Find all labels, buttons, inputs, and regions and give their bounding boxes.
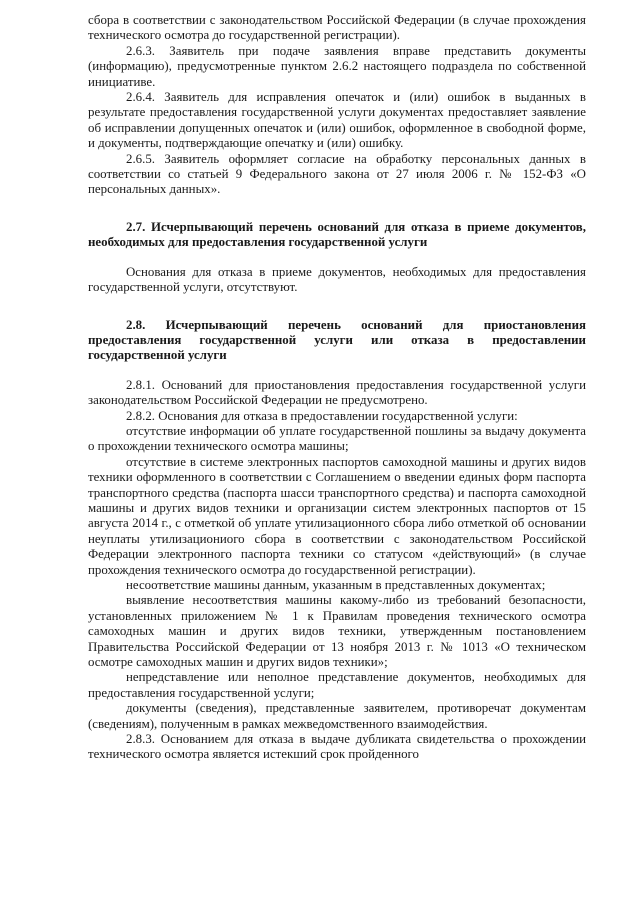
section-heading-2-7: 2.7. Исчерпывающий перечень оснований для отказа в приеме документов, необходимых для предоставления государственной услуги (88, 219, 586, 250)
list-item-mismatch: несоответствие машины данным, указанным в представленных документах; (126, 578, 546, 592)
paragraph-2-8-1: 2.8.1. Оснований для приостановления предоставления государственной услуги законодательством Российской Федерации не предусмотрено. (88, 377, 586, 408)
list-item-safety: выявление несоответствия машины какому-либо из требований безопасности, установленных приложением № 1 к Правилам проведения технического осмотра самоходных машин и других видов техники, утвержденным постановлением Правительства Российской Федерации от 13 ноября 2013 г. № 1013 «О техническом осмотре самоходных машин и других видов техники»; (88, 593, 586, 670)
paragraph-2-6-3: 2.6.3. Заявитель при подаче заявления вправе представить документы (информацию), предусмотренные пунктом 2.6.2 настоящего подраздела по собственной инициативе. (88, 43, 586, 89)
spacer (88, 251, 586, 265)
list-item-missing-docs: непредставление или неполное представление документов, необходимых для предоставления государственной услуги; (88, 670, 586, 700)
list-item-no-fee: отсутствие информации об уплате государственной пошлины за выдачу документа о прохождении технического осмотра машины; (88, 423, 586, 454)
document-body (88, 13, 586, 763)
paragraph-2-8-3: 2.8.3. Основанием для отказа в выдаче дубликата свидетельства о прохождении технического осмотра является истекший срок пройденного (88, 732, 586, 762)
section-heading-2-8: 2.8. Исчерпывающий перечень оснований для приостановления предоставления государственной услуги или отказа в предоставлении государственной услуги (88, 317, 586, 363)
paragraph-2-6-4: 2.6.4. Заявитель для исправления опечаток и (или) ошибок в выданных в результате предоставления государственной услуги документах предоставляет заявление об исправлении допущенных опечаток и (или) ошибок, оформленное в свободной форме, и документы, подтверждающие опечатку и (или) ошибку. (88, 90, 586, 151)
spacer (88, 198, 586, 220)
paragraph-continuation: сбора в соответствии с законодательством Российской Федерации (в случае прохождения технического осмотра до государственной регистрации). (88, 13, 586, 43)
spacer (88, 364, 586, 378)
paragraph-2-8-2: 2.8.2. Основания для отказа в предоставлении государственной услуги: (126, 408, 518, 423)
paragraph-2-7-body: Основания для отказа в приеме документов, необходимых для предоставления государственной услуги, отсутствуют. (88, 264, 586, 295)
list-item-no-passport: отсутствие в системе электронных паспортов самоходной машины и других видов техники оформленного в соответствии с Соглашением о введении единых форм паспорта транспортного средства (паспорта шасси транспортного средства) и паспорта самоходной машины и других видов техники и организации систем электронных паспортов от 15 августа 2014 г., с отметкой об уплате утилизационного сбора либо отметкой об основании неуплаты утилизациониого сбора в соответствии с законодательством Российской Федерации электронного паспорта техники со статусом «действующий» (в случае прохождения технического осмотра до государственной регистрации). (88, 454, 586, 577)
paragraph-2-6-5: 2.6.5. Заявитель оформляет согласие на обработку персональных данных в соответствии со статьей 9 Федерального закона от 27 июля 2006 г. № 152-ФЗ «О персональных данных». (88, 151, 586, 197)
list-item-contradiction: документы (сведения), представленные заявителем, противоречат документам (сведениям), полученным в рамках межведомственного взаимодействия. (88, 701, 586, 731)
spacer (88, 296, 586, 318)
